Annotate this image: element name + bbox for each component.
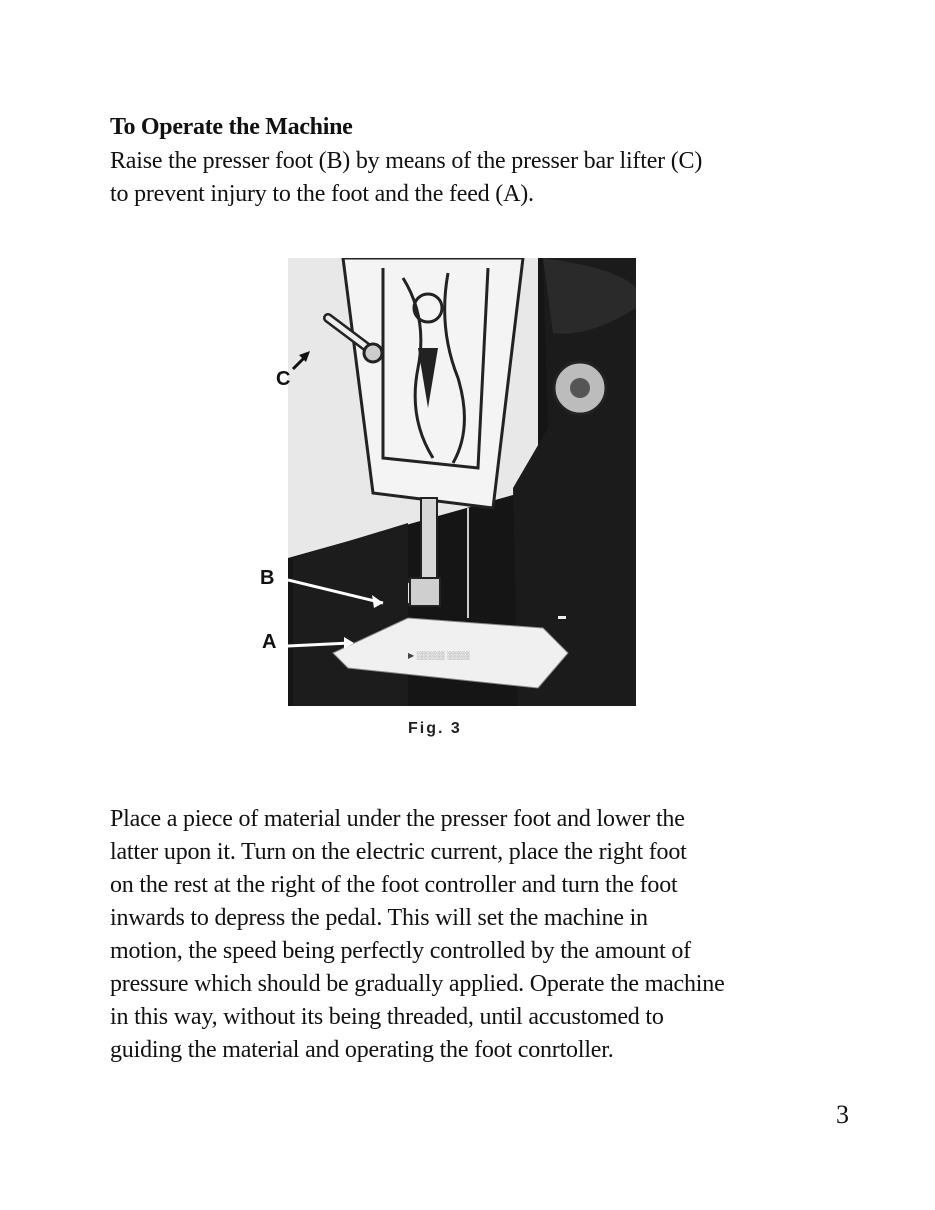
figure-caption: Fig. 3 xyxy=(408,720,462,737)
text-line: inwards to depress the pedal. This will set the machine in xyxy=(110,905,648,931)
section-heading: To Operate the Machine xyxy=(110,114,353,140)
text-line: guiding the material and operating the foot conrtoller. xyxy=(110,1037,614,1063)
text-line: latter upon it. Turn on the electric current, place the right foot xyxy=(110,839,687,865)
text-line: Raise the presser foot (B) by means of the presser bar lifter (C) xyxy=(110,148,703,174)
svg-text:▶ ░░░░░ ░░░░: ▶ ░░░░░ ░░░░ xyxy=(408,651,470,660)
page-number: 3 xyxy=(836,1100,849,1129)
text-line: pressure which should be gradually applied. Operate the machine xyxy=(110,971,725,997)
sewing-machine-illustration xyxy=(288,258,636,706)
intro-paragraph xyxy=(110,145,870,211)
arrow-up-right-icon xyxy=(290,348,314,372)
label-b: B xyxy=(260,567,275,589)
figure-3 xyxy=(258,258,636,706)
text-line: Place a piece of material under the presser foot and lower the xyxy=(110,806,685,832)
text-line: motion, the speed being perfectly controlled by the amount of xyxy=(110,938,691,964)
text-line: in this way, without its being threaded, until accustomed to xyxy=(110,1004,664,1030)
text-line: on the rest at the right of the foot controller and turn the foot xyxy=(110,872,678,898)
text-line: to prevent injury to the foot and the feed (A). xyxy=(110,181,534,207)
label-a: A xyxy=(262,631,277,653)
label-c: C xyxy=(276,368,291,390)
body-paragraph xyxy=(110,803,870,1067)
